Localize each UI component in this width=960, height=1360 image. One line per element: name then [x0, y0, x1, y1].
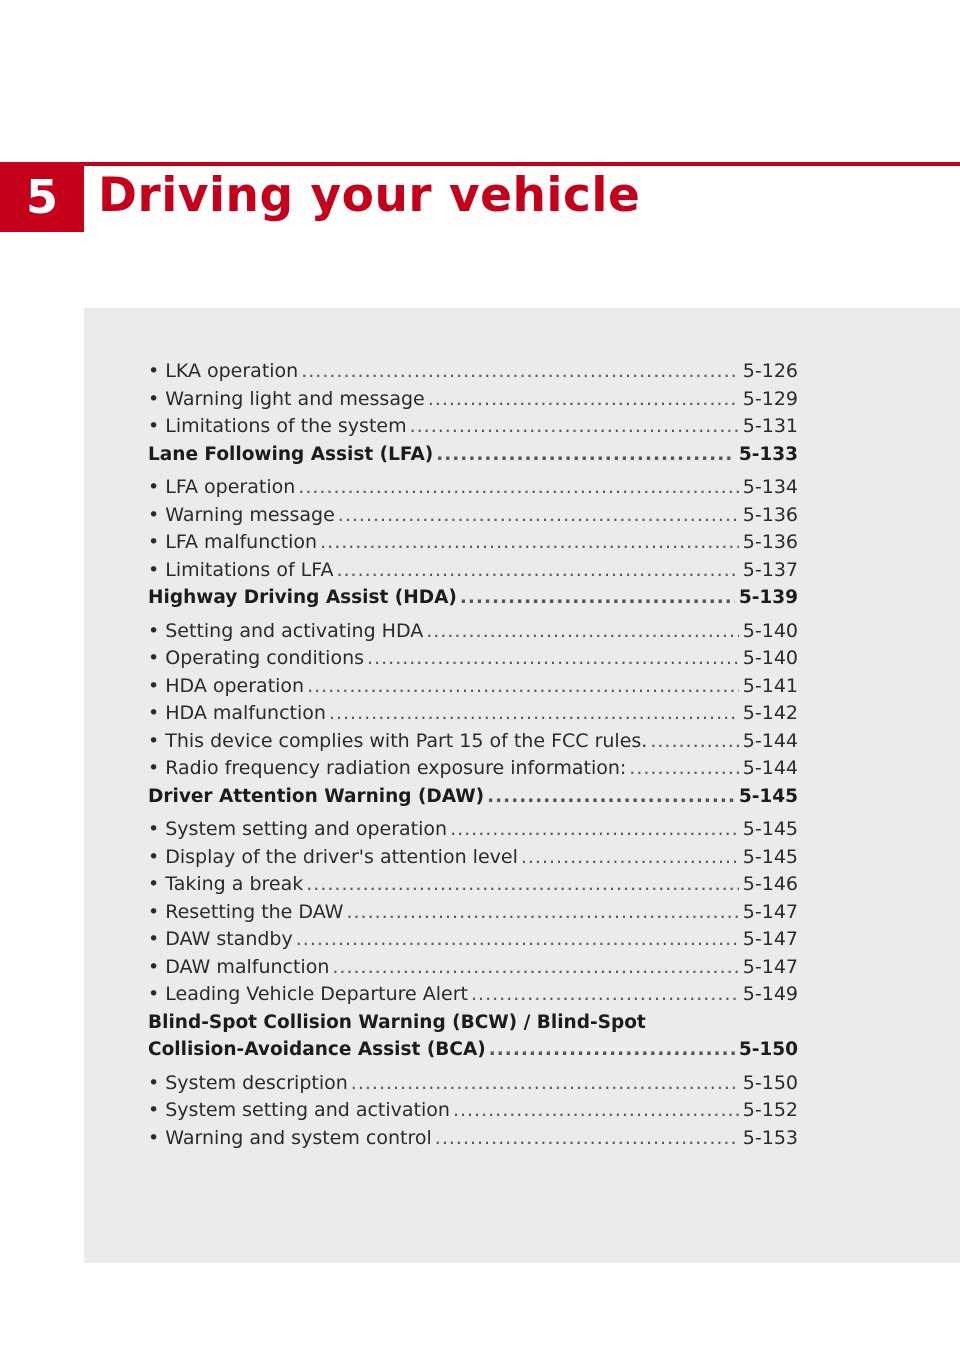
- toc-dot-leader: [453, 1097, 739, 1125]
- toc-page-number: 5-140: [742, 619, 798, 642]
- toc-entry-label: • This device complies with Part 15 of the FCC rules.: [148, 729, 648, 752]
- toc-entry[interactable]: [148, 926, 798, 954]
- toc-entry-label: • Warning message: [148, 503, 335, 526]
- toc-entry-label: • Operating conditions: [148, 647, 365, 669]
- toc-dot-leader: [460, 584, 735, 612]
- toc-entry[interactable]: [148, 1125, 798, 1153]
- toc-page-number: 5-145: [738, 785, 798, 807]
- toc-dot-leader: [650, 728, 738, 756]
- toc-dot-leader: [450, 816, 739, 844]
- toc-page-number: 5-146: [742, 873, 798, 895]
- toc-entry[interactable]: [148, 502, 798, 530]
- toc-page-number: 5-144: [742, 757, 798, 779]
- toc-entry-label: • Taking a break: [148, 873, 304, 895]
- toc-entry-label: • Resetting the DAW: [148, 900, 344, 923]
- toc-dot-leader: [329, 700, 739, 728]
- toc-section-heading[interactable]: [148, 783, 798, 811]
- toc-entry[interactable]: [148, 1070, 798, 1098]
- toc-page-number: 5-131: [742, 415, 798, 437]
- toc-page-number: 5-147: [742, 928, 798, 950]
- toc-entry[interactable]: [148, 844, 798, 872]
- toc-page-number: 5-129: [742, 387, 798, 410]
- toc-dot-leader: [489, 1036, 735, 1064]
- toc-entry-label: Highway Driving Assist (HDA): [148, 587, 457, 608]
- toc-entry-label: • LFA operation: [148, 476, 296, 498]
- toc-entry[interactable]: [148, 673, 798, 701]
- toc-entry[interactable]: [148, 755, 798, 783]
- toc-dot-leader: [436, 441, 735, 469]
- toc-entry-label: • Radio frequency radiation exposure information:: [148, 757, 627, 779]
- toc-dot-leader: [320, 529, 739, 557]
- toc-entry[interactable]: [148, 1097, 798, 1125]
- toc-entry[interactable]: [148, 557, 798, 585]
- toc-page-number: 5-134: [742, 476, 798, 498]
- toc-entry-label: • LFA malfunction: [148, 531, 318, 553]
- toc-entry-label: • Setting and activating HDA: [148, 619, 424, 642]
- toc-dot-leader: [410, 413, 739, 441]
- toc-entry-label: • Limitations of the system: [148, 415, 407, 437]
- toc-page-number: 5-145: [742, 845, 798, 868]
- toc-entry-label: • Limitations of LFA: [148, 558, 334, 581]
- toc-page-number: 5-153: [742, 1126, 798, 1149]
- toc-section-heading[interactable]: [148, 441, 798, 469]
- toc-entry-label: • Warning and system control: [148, 1126, 432, 1149]
- toc-page-number: 5-126: [742, 360, 798, 382]
- toc-section-heading[interactable]: [148, 1036, 798, 1064]
- toc-section-heading[interactable]: [148, 1009, 798, 1037]
- toc-entry[interactable]: [148, 413, 798, 441]
- toc-entry[interactable]: [148, 728, 798, 756]
- toc-entry[interactable]: [148, 529, 798, 557]
- toc-page-number: 5-147: [742, 955, 798, 978]
- toc-dot-leader: [629, 755, 738, 783]
- toc-entry-label: • Warning light and message: [148, 387, 425, 410]
- toc-page-number: 5-141: [742, 674, 798, 697]
- toc-page-number: 5-140: [742, 647, 798, 669]
- toc-entry-label: • System description: [148, 1071, 348, 1094]
- toc-page-number: 5-133: [738, 443, 798, 465]
- toc-dot-leader: [296, 926, 739, 954]
- toc-entry-label: • DAW malfunction: [148, 955, 330, 978]
- toc-entry[interactable]: [148, 700, 798, 728]
- toc-dot-leader: [428, 386, 739, 414]
- chapter-number-badge: 5: [0, 162, 84, 232]
- toc-entry[interactable]: [148, 954, 798, 982]
- toc-dot-leader: [471, 981, 739, 1009]
- toc-dot-leader: [367, 645, 739, 673]
- toc-entry[interactable]: [148, 899, 798, 927]
- toc-dot-leader: [338, 502, 739, 530]
- toc-page-number: 5-150: [742, 1071, 798, 1094]
- toc-section-heading[interactable]: [148, 584, 798, 612]
- toc-entry[interactable]: [148, 386, 798, 414]
- toc-page-number: 5-139: [738, 587, 798, 608]
- toc-entry[interactable]: [148, 645, 798, 673]
- toc-dot-leader: [426, 618, 739, 646]
- toc-entry-label: • Leading Vehicle Departure Alert: [148, 983, 468, 1005]
- toc-entry[interactable]: [148, 871, 798, 899]
- toc-entry-label: • HDA operation: [148, 674, 305, 697]
- toc-dot-leader: [435, 1125, 739, 1153]
- toc-page-number: 5-144: [742, 729, 798, 752]
- toc-dot-leader: [307, 673, 739, 701]
- toc-page-number: 5-136: [742, 503, 798, 526]
- toc-page-number: 5-137: [742, 558, 798, 581]
- toc-entry-label: Blind-Spot Collision Warning (BCW) / Blind-Spot: [148, 1011, 646, 1033]
- table-of-contents: [148, 358, 798, 1152]
- toc-dot-leader: [521, 844, 739, 872]
- toc-dot-leader: [306, 871, 739, 899]
- toc-entry-label: • System setting and activation: [148, 1099, 450, 1121]
- toc-entry[interactable]: [148, 358, 798, 386]
- toc-dot-leader: [336, 557, 738, 585]
- toc-dot-leader: [346, 899, 738, 927]
- toc-entry[interactable]: [148, 816, 798, 844]
- toc-entry-label: • DAW standby: [148, 928, 293, 950]
- toc-entry[interactable]: [148, 618, 798, 646]
- toc-dot-leader: [487, 783, 735, 811]
- toc-entry-label: Lane Following Assist (LFA): [148, 443, 434, 465]
- toc-page-number: 5-142: [742, 702, 798, 724]
- toc-dot-leader: [301, 358, 739, 386]
- toc-entry-label: • HDA malfunction: [148, 702, 326, 724]
- toc-entry[interactable]: [148, 981, 798, 1009]
- toc-page-number: 5-147: [742, 900, 798, 923]
- toc-page-number: 5-149: [742, 983, 798, 1005]
- toc-entry-label: • Display of the driver's attention level: [148, 845, 518, 868]
- toc-entry-label: • System setting and operation: [148, 818, 448, 840]
- toc-dot-leader: [332, 954, 738, 982]
- toc-dot-leader: [351, 1070, 739, 1098]
- toc-entry-label: Collision-Avoidance Assist (BCA): [148, 1039, 486, 1060]
- toc-entry[interactable]: [148, 474, 798, 502]
- toc-page-number: 5-145: [742, 818, 798, 840]
- toc-entry-label: • LKA operation: [148, 360, 299, 382]
- toc-page-number: 5-152: [742, 1099, 798, 1121]
- toc-page-number: 5-136: [742, 531, 798, 553]
- toc-entry-label: Driver Attention Warning (DAW): [148, 785, 485, 807]
- toc-dot-leader: [298, 474, 739, 502]
- chapter-header-rule: [0, 162, 960, 166]
- chapter-title: Driving your vehicle: [98, 168, 641, 223]
- toc-page-number: 5-150: [738, 1039, 798, 1060]
